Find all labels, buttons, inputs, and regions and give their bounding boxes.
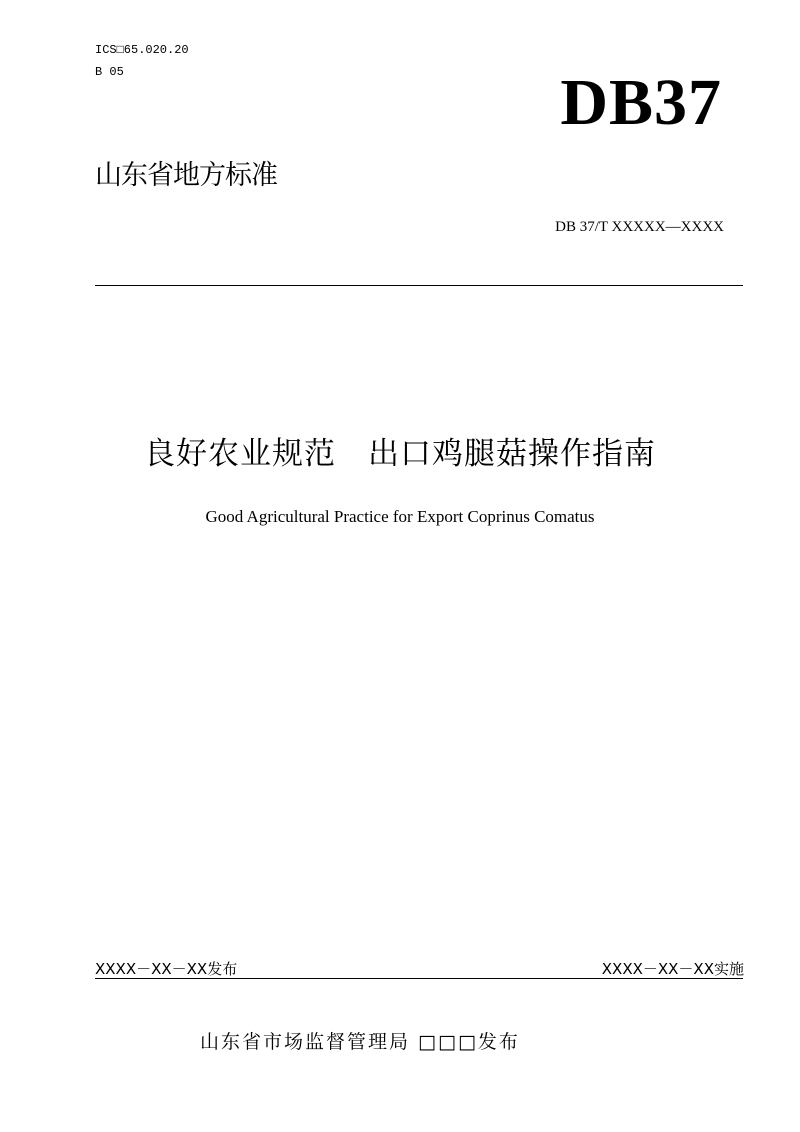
standard-logo: DB37: [560, 66, 722, 139]
standard-type: 山东省地方标准: [95, 160, 277, 191]
publish-date: XXXX－XX－XX发布: [95, 960, 238, 978]
bottom-divider: [95, 978, 743, 979]
issuing-authority: 山东省市场监督管理局 □□□发布: [200, 1031, 520, 1053]
ics-code: ICS□65.020.20: [95, 43, 189, 57]
top-divider: [95, 285, 743, 286]
document-title-chinese: 良好农业规范 出口鸡腿菇操作指南: [144, 436, 656, 472]
implementation-date: XXXX－XX－XX实施: [601, 960, 744, 978]
document-title-english: Good Agricultural Practice for Export Coprinus Comatus: [205, 507, 595, 526]
ccs-code: B 05: [95, 65, 124, 79]
standard-number: DB 37/T XXXXX—XXXX: [555, 219, 724, 235]
